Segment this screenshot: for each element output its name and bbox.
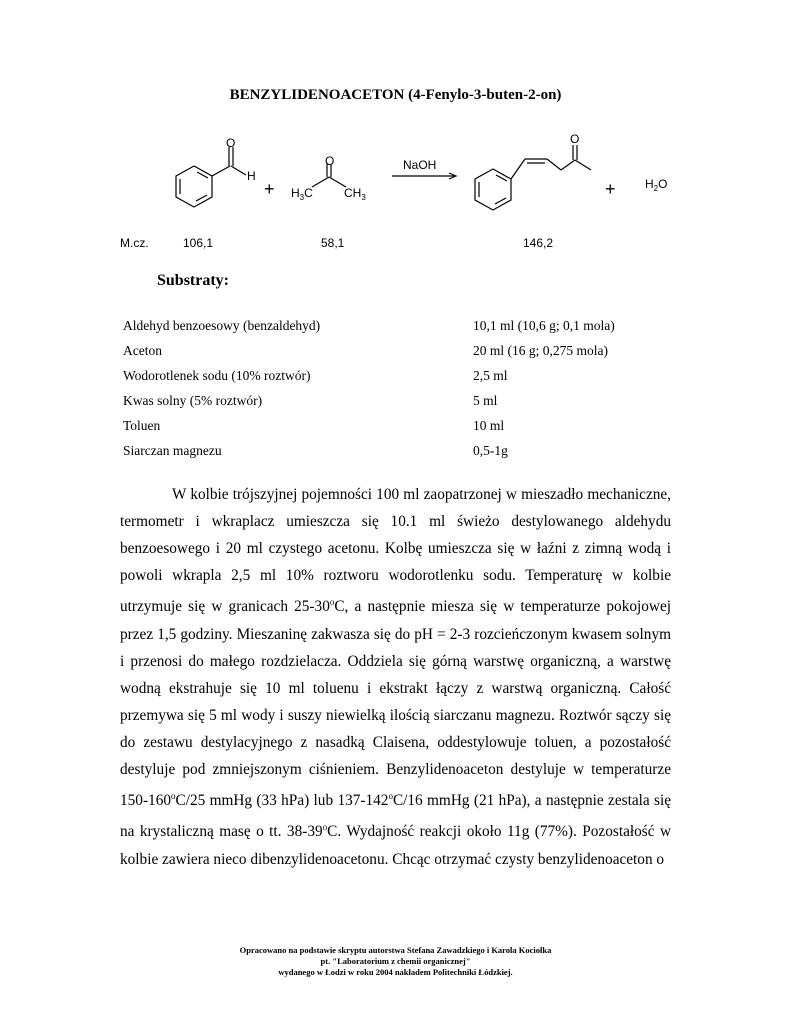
procedure-text [120, 481, 671, 873]
substrate-amount: 10 ml [473, 418, 505, 433]
page-title: BENZYLIDENOACETON (4-Fenylo-3-buten-2-on) [229, 87, 562, 103]
substrates-table [123, 313, 683, 463]
benzaldehyde-hydrogen-label: H [247, 169, 256, 183]
degree-superscript: o [329, 597, 335, 608]
footer-line: wydanego w Łodzi w roku 2004 nakładem Politechniki Łódzkiej. [278, 967, 513, 977]
plus-sign-2: + [605, 179, 616, 199]
substrate-name: Wodorotlenek sodu (10% roztwór) [123, 368, 311, 383]
reaction-arrow [392, 173, 456, 179]
table-row [123, 338, 683, 363]
procedure-paragraph [120, 481, 671, 873]
procedure-text-part: W kolbie trójszyjnej pojemności 100 ml zaopatrzonej w mieszadło mechaniczne, termometr i wkraplacz umieszcza się 10.1 ml świeżo destylowanego aldehydu benzoesowego i 20 ml czystego acetonu. Kolbę umieszcza się w łaźni z zimną wodą i powoli wkrapla 2,5 ml 10% roztworu wodorotlenku sodu. Temperaturę w kolbie utrzymuje się w granicach 25-30 [120, 486, 671, 616]
substrate-name: Aldehyd benzoesowy (benzaldehyd) [123, 318, 321, 333]
reagent-label: NaOH [403, 158, 437, 172]
substrate-amount: 0,5-1g [473, 443, 508, 458]
acetone-oxygen-label: O [325, 154, 335, 168]
benzaldehyde-structure [176, 147, 246, 207]
substrate-amount: 2,5 ml [473, 368, 508, 383]
molar-mass-row [0, 236, 791, 252]
degree-superscript: o [388, 791, 393, 802]
substrate-name: Siarczan magnezu [123, 443, 222, 458]
molar-mass-benzaldehyde: 106,1 [183, 236, 214, 250]
table-row [123, 413, 683, 438]
substrate-amount: 20 ml (16 g; 0,275 mola) [473, 343, 608, 358]
reaction-scheme [0, 120, 791, 230]
degree-superscript: o [171, 791, 176, 802]
benzaldehyde-oxygen-label: O [226, 136, 236, 150]
substrate-amount: 10,1 ml (10,6 g; 0,1 mola) [473, 318, 615, 333]
substrate-name: Kwas solny (5% roztwór) [123, 393, 263, 408]
procedure-text-part: C/16 mmHg (21 hPa), a następnie zestala się na krystaliczną masę o tt. 38-39 [120, 792, 671, 841]
acetone-h3c-label: H3C [291, 186, 313, 202]
molar-mass-label: M.cz. [120, 236, 149, 250]
table-row [123, 438, 683, 463]
product-structure [475, 145, 591, 210]
acetone-ch3-label: CH3 [344, 186, 366, 202]
substrate-name: Toluen [123, 418, 161, 433]
table-row [123, 363, 683, 388]
plus-sign-1: + [264, 179, 275, 199]
footer-line: Opracowano na podstawie skryptu autorstwa Stefana Zawadzkiego i Karola Kociołka [239, 945, 552, 955]
substrates-heading: Substraty: [157, 272, 230, 289]
procedure-text-part: C/25 mmHg (33 hPa) lub 137-142 [175, 792, 389, 810]
molar-mass-acetone: 58,1 [321, 236, 345, 250]
footer-line: pt. "Laboratorium z chemii organicznej" [320, 956, 471, 966]
substrate-amount: 5 ml [473, 393, 498, 408]
molar-mass-product: 146,2 [523, 236, 554, 250]
table-row [123, 313, 683, 338]
table-row [123, 388, 683, 413]
degree-superscript: o [322, 822, 328, 833]
page-footer [0, 945, 791, 978]
substrate-name: Aceton [123, 343, 162, 358]
product-oxygen-label: O [570, 132, 580, 146]
procedure-text-part: C. Wydajność reakcji około 11g (77%). Pozostałość w kolbie zawiera nieco dibenzylidenoacetonu. Chcąc otrzymać czysty benzylidenoaceton o [120, 823, 671, 868]
water-label: H2O [645, 177, 668, 193]
procedure-text-part: C, a następnie miesza się w temperaturze pokojowej przez 1,5 godziny. Mieszaninę zakwasza się do pH = 2-3 rozcieńczonym kwasem solnym i przenosi do małego rozdzielacza. Oddziela się górną warstwę organiczną, a warstwę wodną ekstrahuje się 10 ml toluenu i ekstrakt łączy z warstwą organiczną. Całość przemywa się 5 ml wody i suszy niewielką ilością siarczanu magnezu. Roztwór sączy się do zestawu destylacyjnego z nasadką Claisena, oddestylowuje toluen, a pozostałość destyluje pod zmniejszonym ciśnieniem. Benzylidenoaceton destyluje w temperaturze 150-160 [120, 598, 671, 810]
